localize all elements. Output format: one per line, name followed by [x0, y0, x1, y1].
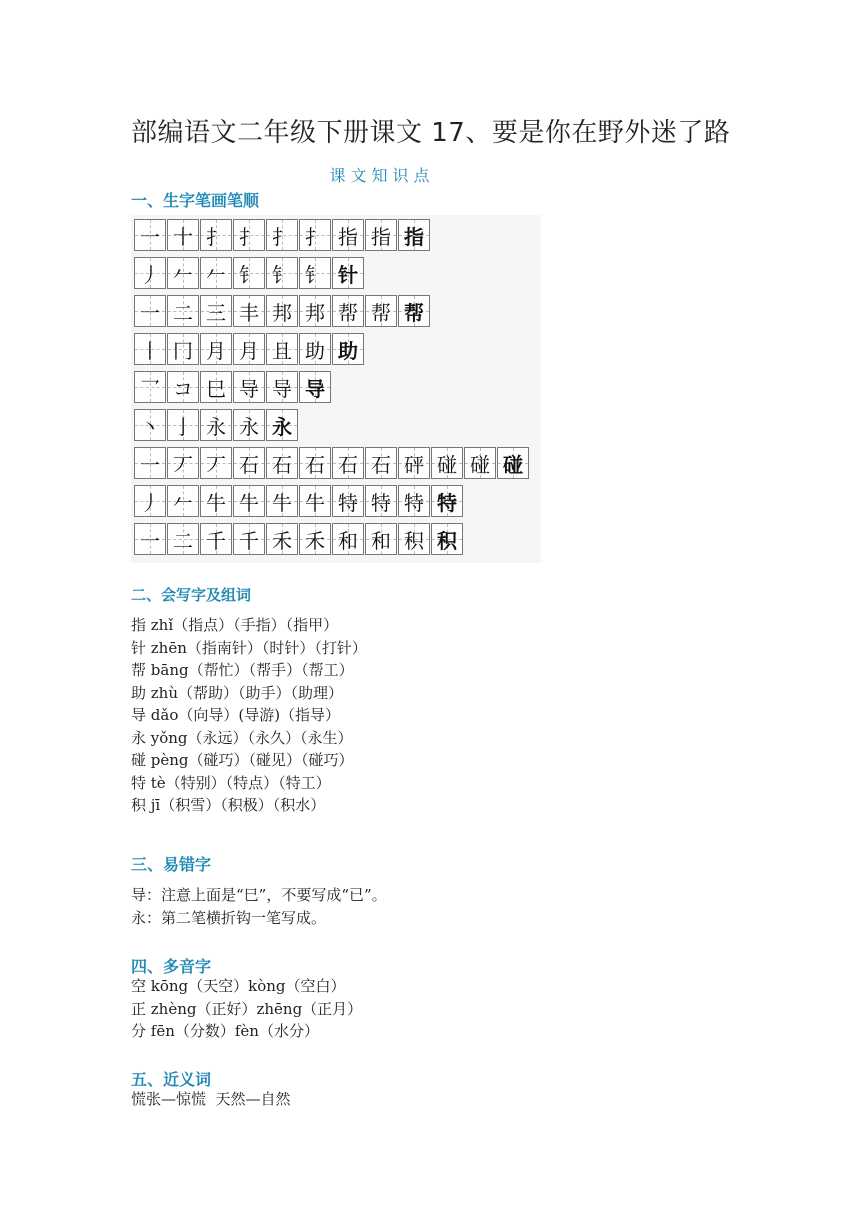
- stroke-cell: [233, 257, 265, 289]
- list-item: 导 dǎo（向导）(导游)（指导）: [131, 706, 341, 724]
- stroke-glyph: 一: [140, 528, 160, 553]
- stroke-glyph: 钅: [239, 262, 259, 287]
- stroke-cell: [266, 333, 298, 365]
- stroke-glyph: 牛: [239, 490, 259, 515]
- stroke-cell: [134, 523, 166, 555]
- heading-synonyms: 五、近义词: [131, 1070, 212, 1089]
- stroke-glyph: 千: [206, 528, 226, 553]
- list-item: 指 zhǐ（指点）（手指）（指甲）: [131, 616, 339, 634]
- stroke-glyph: 牛: [272, 490, 292, 515]
- stroke-cell: [134, 371, 166, 403]
- stroke-cell: [266, 257, 298, 289]
- stroke-cell: [398, 219, 430, 251]
- stroke-glyph: 禾: [272, 528, 292, 553]
- stroke-cell: [200, 409, 232, 441]
- stroke-glyph: 碰: [470, 452, 490, 477]
- stroke-cell: [167, 257, 199, 289]
- stroke-cell: [299, 295, 331, 327]
- stroke-glyph: 针: [338, 262, 358, 287]
- stroke-glyph: 牛: [206, 490, 226, 515]
- stroke-glyph: 一: [140, 300, 160, 325]
- stroke-cell: [365, 219, 397, 251]
- stroke-glyph: 特: [338, 490, 358, 515]
- stroke-cell: [200, 371, 232, 403]
- stroke-cell: [431, 523, 463, 555]
- stroke-glyph: 扌: [305, 224, 325, 249]
- stroke-cell: [266, 485, 298, 517]
- stroke-glyph: 月: [239, 338, 259, 363]
- heading-words: 二、会写字及组词: [131, 586, 252, 604]
- stroke-glyph: 砰: [404, 452, 424, 477]
- stroke-cell: [266, 371, 298, 403]
- stroke-cell: [233, 485, 265, 517]
- stroke-cell: [233, 523, 265, 555]
- stroke-cell: [299, 447, 331, 479]
- stroke-glyph: 帮: [404, 300, 424, 325]
- stroke-glyph: 邦: [305, 300, 325, 325]
- stroke-glyph: 乛: [140, 376, 160, 401]
- page-title: 部编语文二年级下册课文 17、要是你在野外迷了路: [131, 118, 731, 148]
- stroke-cell: [464, 447, 496, 479]
- stroke-glyph: 三: [206, 300, 226, 325]
- stroke-row: [134, 409, 299, 441]
- stroke-cell: [167, 333, 199, 365]
- stroke-glyph: 碰: [503, 452, 523, 477]
- stroke-cell: [233, 371, 265, 403]
- stroke-glyph: 石: [305, 452, 325, 477]
- section-subtitle: 课文知识点: [329, 166, 435, 185]
- stroke-cell: [266, 409, 298, 441]
- stroke-cell: [200, 485, 232, 517]
- stroke-cell: [233, 409, 265, 441]
- stroke-cell: [266, 523, 298, 555]
- stroke-cell: [167, 523, 199, 555]
- stroke-glyph: 石: [272, 452, 292, 477]
- stroke-glyph: 和: [371, 528, 391, 553]
- stroke-glyph: 和: [338, 528, 358, 553]
- list-item: 帮 bāng（帮忙）（帮手）（帮工）: [131, 661, 354, 679]
- stroke-glyph: 丰: [239, 300, 259, 325]
- stroke-cell: [200, 219, 232, 251]
- stroke-row: [134, 333, 365, 365]
- stroke-glyph: 𠂉: [206, 262, 226, 287]
- stroke-glyph: 丿: [140, 262, 160, 287]
- stroke-cell: [134, 447, 166, 479]
- stroke-cell: [365, 523, 397, 555]
- list-item: 永：第二笔横折钩一笔写成。: [131, 908, 327, 927]
- list-item: 积 jī（积雪）（积极）（积水）: [131, 796, 326, 814]
- stroke-cell: [200, 447, 232, 479]
- stroke-cell: [233, 333, 265, 365]
- stroke-cell: [431, 447, 463, 479]
- stroke-glyph: 指: [371, 224, 391, 249]
- stroke-glyph: 扌: [239, 224, 259, 249]
- stroke-glyph: 月: [206, 338, 226, 363]
- stroke-cell: [134, 485, 166, 517]
- stroke-glyph: 钅: [272, 262, 292, 287]
- stroke-order-chart: [131, 215, 541, 563]
- stroke-cell: [332, 295, 364, 327]
- stroke-cell: [134, 295, 166, 327]
- stroke-glyph: 导: [239, 376, 259, 401]
- stroke-glyph: 永: [272, 414, 292, 439]
- stroke-glyph: 助: [338, 338, 358, 363]
- stroke-row: [134, 485, 464, 517]
- stroke-glyph: 石: [239, 452, 259, 477]
- stroke-glyph: 石: [338, 452, 358, 477]
- list-item: 正 zhèng（正好）zhēng（正月）: [131, 999, 363, 1018]
- stroke-cell: [497, 447, 529, 479]
- stroke-glyph: 特: [404, 490, 424, 515]
- stroke-glyph: 丨: [140, 338, 160, 363]
- stroke-row: [134, 447, 530, 479]
- stroke-glyph: 扌: [272, 224, 292, 249]
- stroke-cell: [332, 257, 364, 289]
- stroke-cell: [299, 333, 331, 365]
- stroke-glyph: 二: [173, 300, 193, 325]
- stroke-cell: [398, 523, 430, 555]
- stroke-glyph: 丆: [206, 452, 226, 477]
- stroke-cell: [398, 295, 430, 327]
- list-item: 特 tè（特别）（特点）（特工）: [131, 773, 331, 792]
- stroke-cell: [398, 447, 430, 479]
- stroke-glyph: 导: [272, 376, 292, 401]
- stroke-glyph: 永: [206, 414, 226, 439]
- stroke-glyph: 且: [272, 338, 292, 363]
- stroke-glyph: 禾: [305, 528, 325, 553]
- stroke-glyph: コ: [173, 376, 193, 401]
- stroke-glyph: 永: [239, 414, 259, 439]
- list-item: 空 kōng（天空）kòng（空白）: [131, 977, 346, 995]
- stroke-cell: [332, 219, 364, 251]
- stroke-glyph: 指: [404, 224, 424, 249]
- stroke-cell: [134, 409, 166, 441]
- stroke-cell: [365, 485, 397, 517]
- stroke-cell: [134, 333, 166, 365]
- stroke-glyph: 指: [338, 224, 358, 249]
- stroke-cell: [299, 485, 331, 517]
- stroke-glyph: 丿: [140, 490, 160, 515]
- list-item: 慌张—惊慌 天然—自然: [131, 1090, 291, 1108]
- heading-errors: 三、易错字: [131, 855, 212, 874]
- stroke-cell: [398, 485, 430, 517]
- stroke-glyph: 丶: [140, 414, 160, 439]
- errors-list: [131, 884, 387, 929]
- stroke-cell: [332, 485, 364, 517]
- stroke-cell: [299, 371, 331, 403]
- stroke-glyph: 𠂉: [173, 262, 193, 287]
- stroke-glyph: 丆: [173, 452, 193, 477]
- stroke-glyph: 石: [371, 452, 391, 477]
- stroke-cell: [233, 295, 265, 327]
- stroke-cell: [332, 523, 364, 555]
- stroke-glyph: 积: [404, 528, 424, 553]
- stroke-row: [134, 371, 332, 403]
- stroke-cell: [200, 257, 232, 289]
- stroke-cell: [167, 371, 199, 403]
- stroke-cell: [167, 485, 199, 517]
- stroke-cell: [266, 447, 298, 479]
- stroke-glyph: 𠂉: [173, 490, 193, 515]
- stroke-cell: [332, 333, 364, 365]
- stroke-glyph: 帮: [371, 300, 391, 325]
- stroke-cell: [200, 333, 232, 365]
- stroke-row: [134, 295, 431, 327]
- stroke-glyph: 积: [437, 528, 457, 553]
- stroke-row: [134, 219, 431, 251]
- stroke-glyph: 助: [305, 338, 325, 363]
- list-item: 助 zhù（帮助）（助手）（助理）: [131, 683, 343, 702]
- stroke-row: [134, 257, 365, 289]
- stroke-glyph: 牛: [305, 490, 325, 515]
- stroke-glyph: 一: [140, 224, 160, 249]
- stroke-cell: [167, 295, 199, 327]
- stroke-cell: [233, 447, 265, 479]
- stroke-cell: [167, 409, 199, 441]
- stroke-cell: [134, 219, 166, 251]
- stroke-cell: [167, 447, 199, 479]
- list-item: 永 yǒng（永远）（永久）（永生）: [131, 728, 353, 747]
- stroke-glyph: 碰: [437, 452, 457, 477]
- stroke-cell: [200, 523, 232, 555]
- stroke-glyph: 导: [305, 376, 325, 401]
- stroke-glyph: 特: [371, 490, 391, 515]
- list-item: 分 fēn（分数）fèn（水分）: [131, 1022, 319, 1040]
- polyphones-list: [131, 975, 362, 1043]
- stroke-cell: [266, 295, 298, 327]
- heading-polyphones: 四、多音字: [131, 957, 212, 976]
- stroke-cell: [431, 485, 463, 517]
- stroke-glyph: 钅: [305, 262, 325, 287]
- stroke-cell: [233, 219, 265, 251]
- stroke-glyph: 千: [239, 528, 259, 553]
- stroke-cell: [299, 523, 331, 555]
- stroke-cell: [365, 447, 397, 479]
- stroke-glyph: 帮: [338, 300, 358, 325]
- stroke-cell: [134, 257, 166, 289]
- list-item: 导：注意上面是“巳”，不要写成“已”。: [131, 886, 387, 904]
- stroke-cell: [299, 257, 331, 289]
- stroke-glyph: 邦: [272, 300, 292, 325]
- stroke-glyph: 二: [173, 528, 193, 553]
- stroke-cell: [299, 219, 331, 251]
- stroke-cell: [266, 219, 298, 251]
- stroke-cell: [167, 219, 199, 251]
- stroke-glyph: 冂: [173, 338, 193, 363]
- stroke-glyph: 十: [173, 224, 193, 249]
- words-list: [131, 614, 367, 817]
- stroke-glyph: 亅: [173, 414, 193, 439]
- list-item: 碰 pèng（碰巧）（碰见）（碰巧）: [131, 751, 354, 769]
- stroke-cell: [332, 447, 364, 479]
- heading-stroke-order: 一、生字笔画笔顺: [131, 191, 260, 210]
- list-item: 针 zhēn（指南针）（时针）（打针）: [131, 638, 367, 657]
- synonyms-list: [131, 1088, 291, 1111]
- stroke-glyph: 巳: [206, 376, 226, 401]
- stroke-glyph: 一: [140, 452, 160, 477]
- stroke-cell: [365, 295, 397, 327]
- stroke-glyph: 扌: [206, 224, 226, 249]
- stroke-glyph: 特: [437, 490, 457, 515]
- stroke-cell: [200, 295, 232, 327]
- stroke-row: [134, 523, 464, 555]
